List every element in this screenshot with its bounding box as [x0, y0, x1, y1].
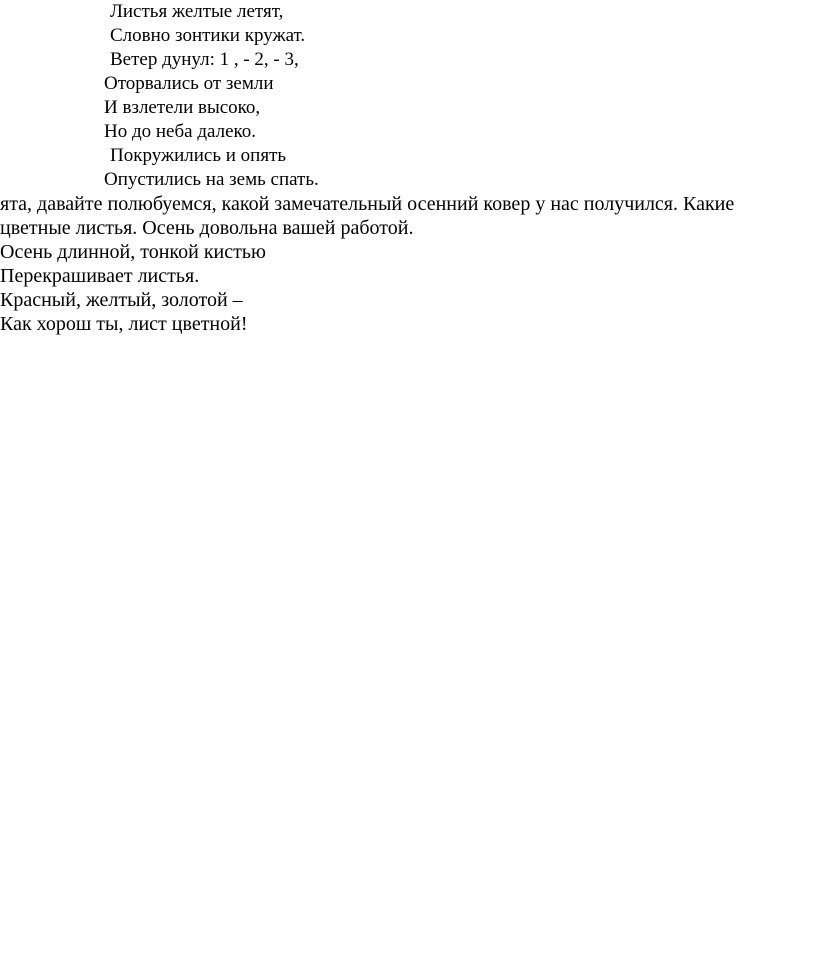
poem-line: Опустились на земь спать.	[104, 169, 319, 190]
poem-line: И взлетели высоко,	[104, 97, 261, 118]
poem-line: Оторвались от земли	[104, 73, 274, 94]
poem-line: Словно зонтики кружат.	[110, 25, 306, 46]
verse-line: Как хорош ты, лист цветной!	[0, 313, 248, 335]
prose-block	[0, 192, 816, 336]
verse-line: Красный, желтый, золотой –	[0, 289, 243, 311]
poem-line: Покружились и опять	[110, 145, 287, 166]
poem-line: Но до неба далеко.	[104, 121, 257, 142]
poem-line: Листья желтые летят,	[110, 1, 284, 22]
prose-line: цветные листья. Осень довольна вашей работой.	[0, 217, 414, 239]
verse-line: Осень длинной, тонкой кистью	[0, 241, 266, 263]
poem-line: Ветер дунул: 1 , - 2, - 3,	[110, 49, 299, 70]
poem-block	[0, 0, 816, 192]
verse-line: Перекрашивает листья.	[0, 265, 200, 287]
prose-line: ята, давайте полюбуемся, какой замечательный осенний ковер у нас получился. Какие	[0, 193, 735, 215]
